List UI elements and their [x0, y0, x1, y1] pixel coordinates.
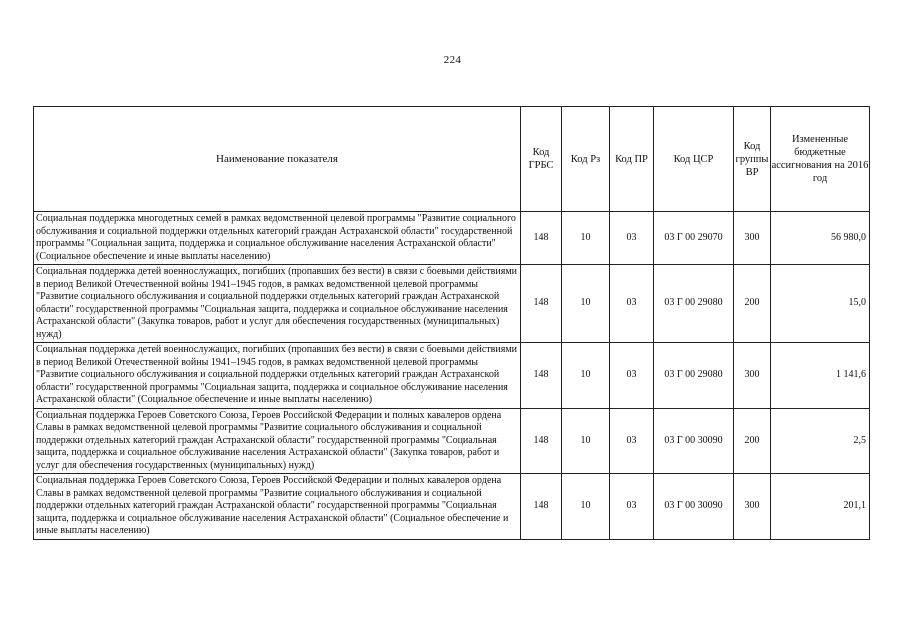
row-grbs: 148	[521, 343, 562, 409]
row-name: Социальная поддержка многодетных семей в рамках ведомственной целевой программы "Развитие социального обслуживания и социальной поддержки отдельных категорий граждан Астраханской области" государственной программы "Социальная защита, поддержка и социальное обслуживание населения Астраханской области" (Социальное обеспечение и иные выплаты населению)	[34, 212, 521, 265]
budget-table	[33, 106, 870, 540]
row-pr: 03	[610, 343, 654, 409]
row-amount: 1 141,6	[771, 343, 870, 409]
row-name: Социальная поддержка Героев Советского Союза, Героев Российской Федерации и полных кавалеров ордена Славы в рамках ведомственной целевой программы "Развитие социального обслуживания и социальной поддержки отдельных категорий граждан Астраханской области" государственной программы "Социальная защита, поддержка и социальное обслуживание населения Астраханской области" (Социальное обеспечение и иные выплаты населению)	[34, 474, 521, 540]
row-vr: 300	[734, 474, 771, 540]
table-row	[34, 408, 870, 474]
table-row	[34, 343, 870, 409]
row-grbs: 148	[521, 408, 562, 474]
row-csr: 03 Г 00 30090	[654, 408, 734, 474]
row-rz: 10	[562, 408, 610, 474]
table-header	[34, 107, 870, 212]
row-rz: 10	[562, 212, 610, 265]
row-pr: 03	[610, 474, 654, 540]
header-rz: Код Рз	[562, 107, 610, 212]
row-pr: 03	[610, 408, 654, 474]
header-pr: Код ПР	[610, 107, 654, 212]
row-vr: 200	[734, 265, 771, 343]
row-rz: 10	[562, 474, 610, 540]
row-vr: 300	[734, 343, 771, 409]
row-csr: 03 Г 00 29070	[654, 212, 734, 265]
header-csr: Код ЦСР	[654, 107, 734, 212]
row-rz: 10	[562, 343, 610, 409]
row-name: Социальная поддержка Героев Советского Союза, Героев Российской Федерации и полных кавалеров ордена Славы в рамках ведомственной целевой программы "Развитие социального обслуживания и социальной поддержки отдельных категорий граждан Астраханской области" государственной программы "Социальная защита, поддержка и социальное обслуживание населения Астраханской области" (Закупка товаров, работ и услуг для обеспечения государственных (муниципальных) нужд)	[34, 408, 521, 474]
row-csr: 03 Г 00 30090	[654, 474, 734, 540]
header-name: Наименование показателя	[34, 107, 521, 212]
row-amount: 56 980,0	[771, 212, 870, 265]
table-body	[34, 212, 870, 540]
header-row	[34, 107, 870, 212]
header-amount: Измененные бюджетные ассигнования на 2016 год	[771, 107, 870, 212]
table-row	[34, 265, 870, 343]
row-vr: 200	[734, 408, 771, 474]
row-rz: 10	[562, 265, 610, 343]
table-row	[34, 212, 870, 265]
table-row	[34, 474, 870, 540]
header-vr: Код группы ВР	[734, 107, 771, 212]
row-csr: 03 Г 00 29080	[654, 265, 734, 343]
row-amount: 15,0	[771, 265, 870, 343]
row-pr: 03	[610, 212, 654, 265]
row-amount: 2,5	[771, 408, 870, 474]
row-amount: 201,1	[771, 474, 870, 540]
row-csr: 03 Г 00 29080	[654, 343, 734, 409]
row-pr: 03	[610, 265, 654, 343]
row-grbs: 148	[521, 474, 562, 540]
row-grbs: 148	[521, 212, 562, 265]
row-grbs: 148	[521, 265, 562, 343]
row-name: Социальная поддержка детей военнослужащих, погибших (пропавших без вести) в связи с боевыми действиями в период Великой Отечественной войны 1941–1945 годов, в рамках ведомственной целевой программы "Развитие социального обслуживания и социальной поддержки отдельных категорий граждан Астраханской области" государственной программы "Социальная защита, поддержка и социальное обслуживание населения Астраханской области" (Социальное обеспечение и иные выплаты населению)	[34, 343, 521, 409]
row-vr: 300	[734, 212, 771, 265]
page-number: 224	[443, 54, 462, 66]
header-grbs: Код ГРБС	[521, 107, 562, 212]
row-name: Социальная поддержка детей военнослужащих, погибших (пропавших без вести) в связи с боевыми действиями в период Великой Отечественной войны 1941–1945 годов, в рамках ведомственной целевой программы "Развитие социального обслуживания и социальной поддержки отдельных категорий граждан Астраханской области" государственной программы "Социальная защита, поддержка и социальное обслуживание населения Астраханской области" (Закупка товаров, работ и услуг для обеспечения государственных (муниципальных) нужд)	[34, 265, 521, 343]
